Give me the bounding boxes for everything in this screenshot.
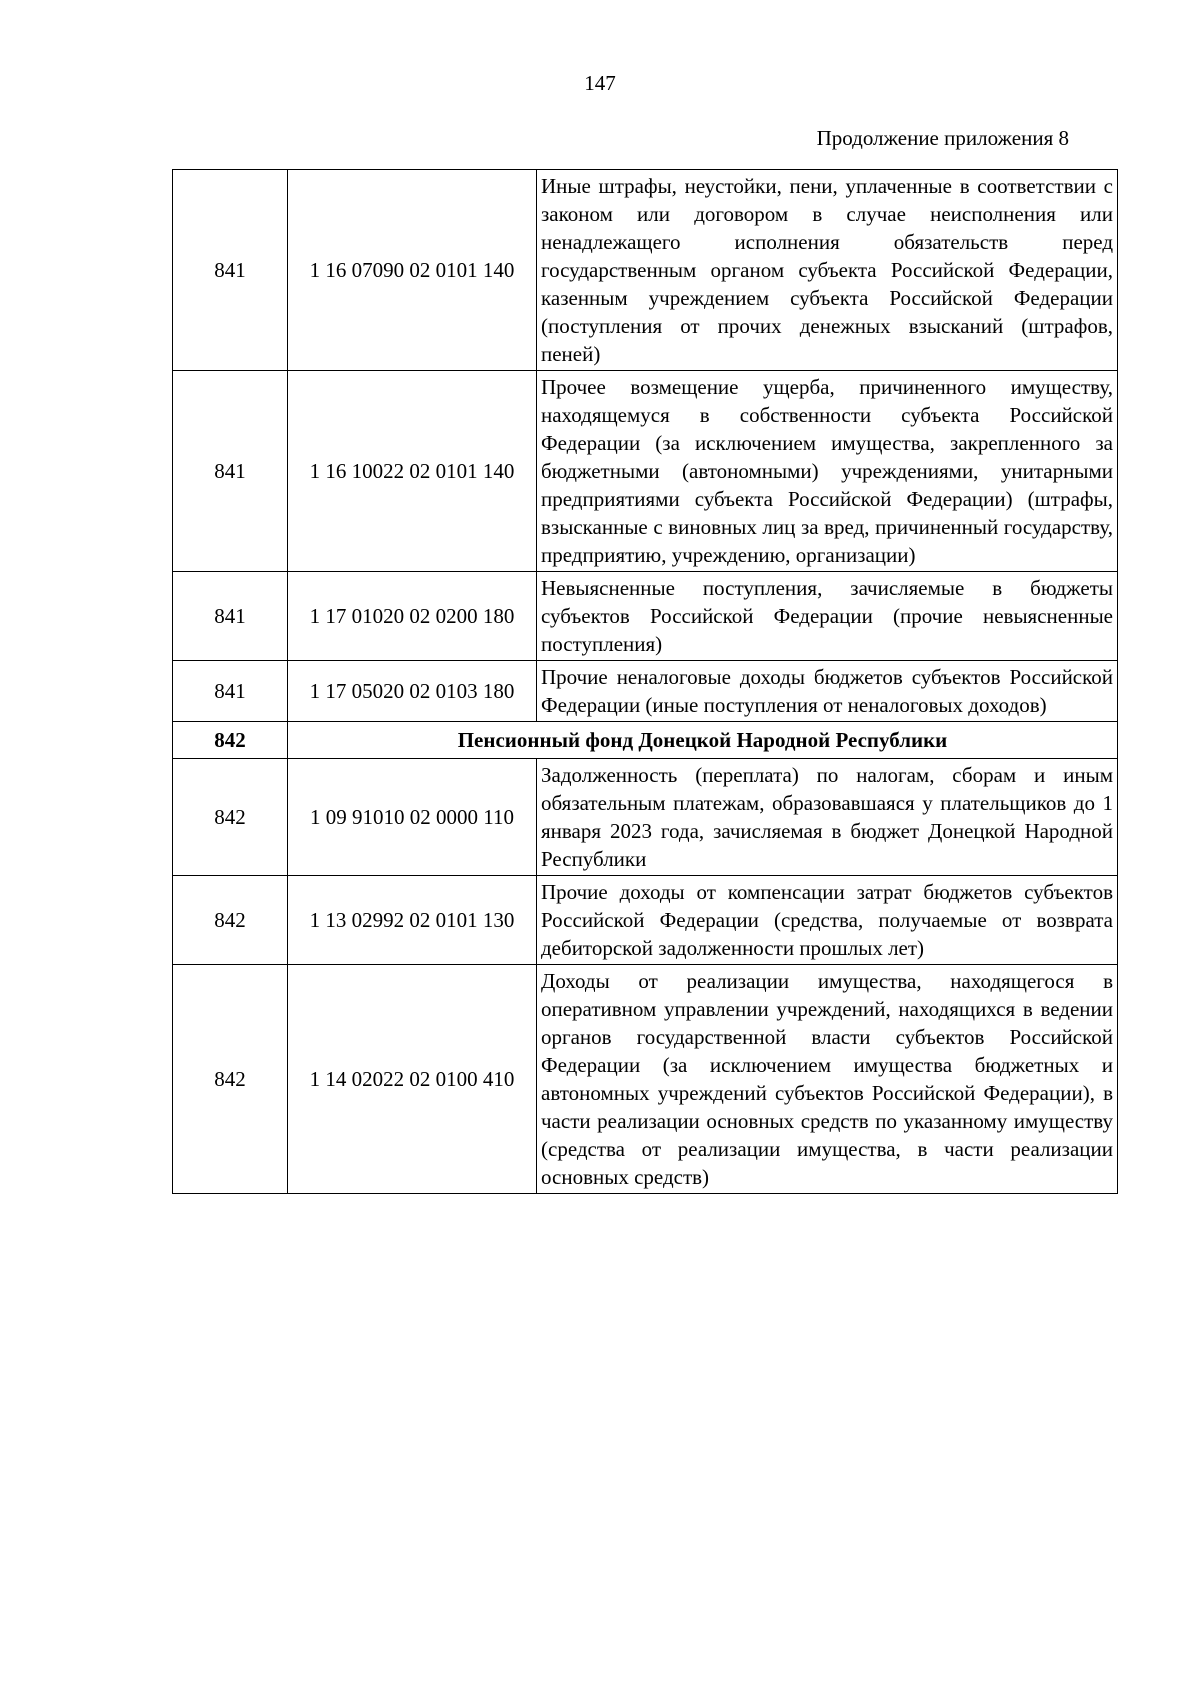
budget-code-cell: 1 16 10022 02 0101 140: [288, 371, 537, 572]
description-cell: Иные штрафы, неустойки, пени, уплаченные в соответствии с законом или договором в случае неисполнения или ненадлежащего исполнения обязательств перед государственным органом субъекта Российской Федерации, казенным учреждением субъекта Российской Федерации (поступления от прочих денежных взысканий (штрафов, пеней): [537, 170, 1118, 371]
admin-code-cell: 841: [173, 661, 288, 722]
admin-code-cell: 841: [173, 572, 288, 661]
admin-code-cell: 841: [173, 371, 288, 572]
description-cell: Доходы от реализации имущества, находящегося в оперативном управлении учреждений, находящихся в ведении органов государственной власти субъектов Российской Федерации (за исключением имущества бюджетных и автономных учреждений субъектов Российской Федерации), в части реализации основных средств по указанному имуществу (средства от реализации имущества, в части реализации основных средств): [537, 965, 1118, 1194]
table-row: [173, 876, 1118, 965]
table-row: [173, 170, 1118, 371]
appendix-note: Продолжение приложения 8: [816, 126, 1069, 150]
budget-code-cell: 1 13 02992 02 0101 130: [288, 876, 537, 965]
table-row: [173, 572, 1118, 661]
description-cell: Задолженность (переплата) по налогам, сборам и иным обязательным платежам, образовавшаяся у плательщиков до 1 января 2023 года, зачисляемая в бюджет Донецкой Народной Республики: [537, 759, 1118, 876]
budget-code-cell: 1 14 02022 02 0100 410: [288, 965, 537, 1194]
admin-code-cell: 842: [173, 965, 288, 1194]
section-title: Пенсионный фонд Донецкой Народной Республики: [288, 722, 1118, 759]
admin-code-cell: 842: [173, 759, 288, 876]
table-row: [173, 371, 1118, 572]
budget-code-cell: 1 16 07090 02 0101 140: [288, 170, 537, 371]
admin-code-cell: 842: [173, 876, 288, 965]
description-cell: Невыясненные поступления, зачисляемые в бюджеты субъектов Российской Федерации (прочие невыясненные поступления): [537, 572, 1118, 661]
section-admin-code: 842: [173, 722, 288, 759]
table-row: [173, 759, 1118, 876]
budget-code-cell: 1 17 01020 02 0200 180: [288, 572, 537, 661]
table-row: [173, 661, 1118, 722]
budget-classification-table: [172, 169, 1118, 1194]
table-row: [173, 965, 1118, 1194]
page-number: 147: [584, 71, 616, 95]
budget-code-cell: 1 09 91010 02 0000 110: [288, 759, 537, 876]
admin-code-cell: 841: [173, 170, 288, 371]
description-cell: Прочее возмещение ущерба, причиненного имуществу, находящемуся в собственности субъекта Российской Федерации (за исключением имущества, закрепленного за бюджетными (автономными) учреждениями, унитарными предприятиями субъекта Российской Федерации) (штрафы, взысканные с виновных лиц за вред, причиненный государству, предприятию, учреждению, организации): [537, 371, 1118, 572]
section-header-row: [173, 722, 1118, 759]
description-cell: Прочие доходы от компенсации затрат бюджетов субъектов Российской Федерации (средства, получаемые от возврата дебиторской задолженности прошлых лет): [537, 876, 1118, 965]
description-cell: Прочие неналоговые доходы бюджетов субъектов Российской Федерации (иные поступления от неналоговых доходов): [537, 661, 1118, 722]
budget-code-cell: 1 17 05020 02 0103 180: [288, 661, 537, 722]
